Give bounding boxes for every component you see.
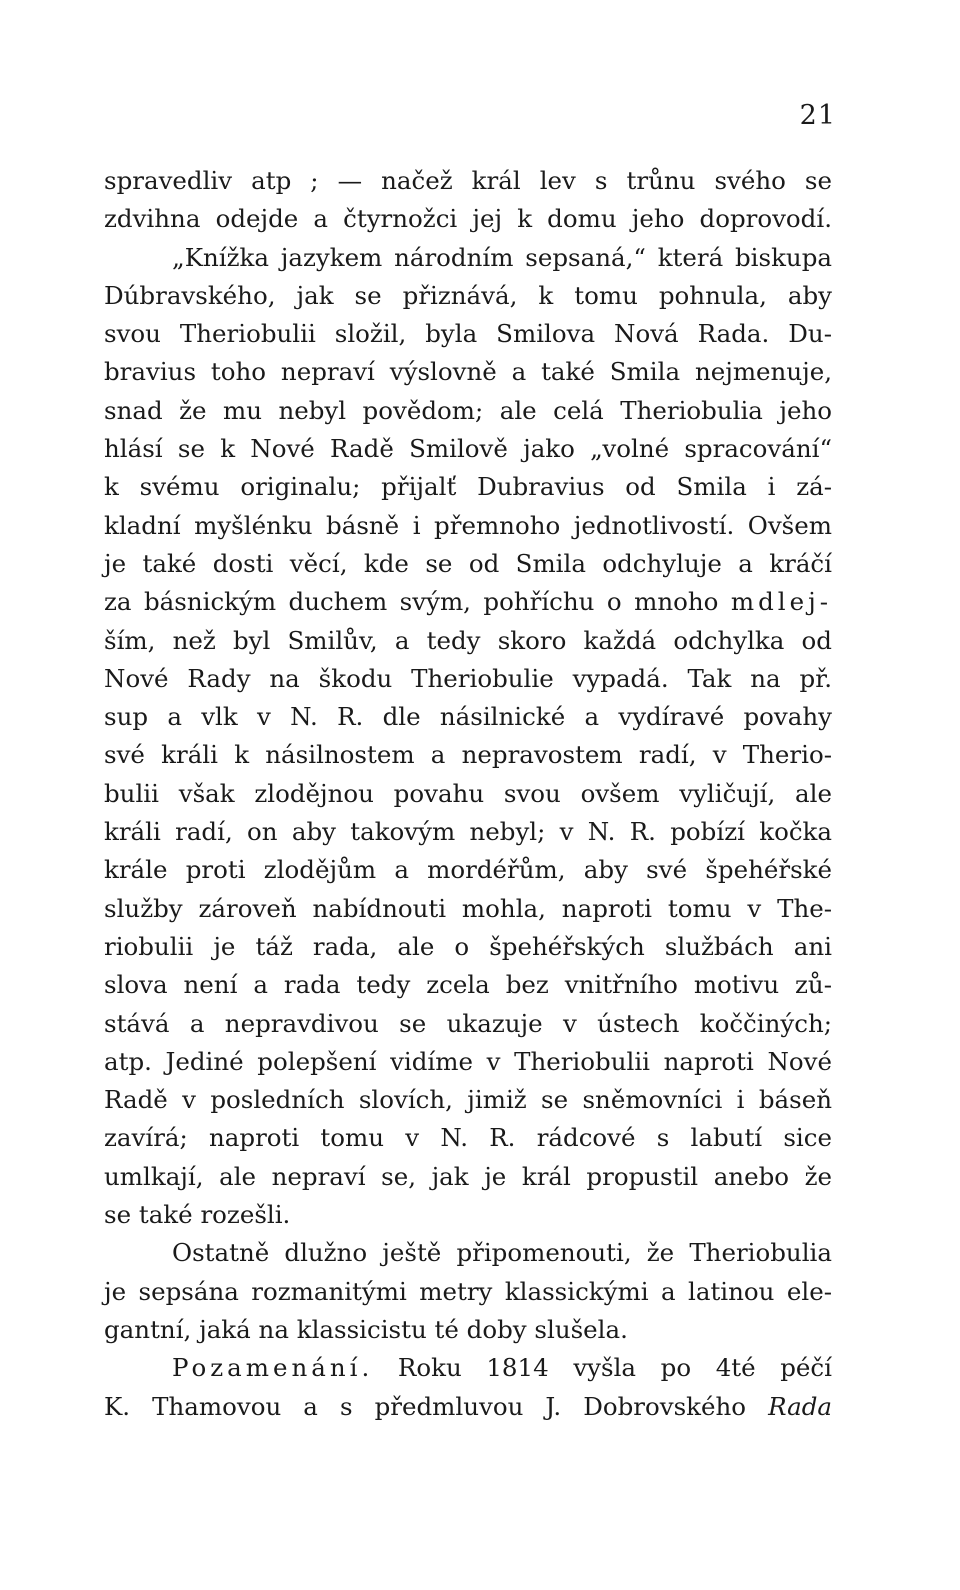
text-line: kladní myšlénku básně i přemnoho jednotlivostí. Ovšem [104,510,832,540]
text-line: je sepsána rozmanitými metry klassickými a latinou ele- [104,1276,832,1306]
text-line: spravedliv atp ; — načež král lev s trůnu svého se [104,166,832,195]
text-line: sup a vlk v N. R. dle násilnické a vydíravé povahy [104,702,832,732]
text-line: k svému originalu; přijalť Dubravius od Smila i zá- [104,472,832,502]
text-line: bulii však zlodějnou povahu svou ovšem vyličují, ale [104,778,832,808]
text-line: je také dosti věcí, kde se od Smila odchyluje a kráčí [104,548,832,578]
text-line: atp. Jediné polepšení vidíme v Theriobulii naproti Nové [104,1046,832,1076]
text-line: slova není a rada tedy zcela bez vnitřního motivu zů- [104,970,832,1000]
text-line: gantní, jaká na klassicistu té doby slušela. [104,1314,628,1344]
text-line: bravius toho nepraví výslovně a také Smila nejmenuje, [104,357,832,387]
text-line: Ostatně dlužno ještě připomenouti, že Theriobulia [172,1238,832,1268]
line-text: K. Thamovou a s předmluvou J. Dobrovského [104,1391,747,1421]
italic-title: Rada [768,1391,832,1421]
text-line [104,1349,832,1387]
text-line: Dúbravského, jak se přiznává, k tomu pohnula, aby [104,280,832,310]
text-line: „Knížka jazykem národním sepsaná,“ která biskupa [172,242,832,272]
text-line: umlkají, ale nepraví se, jak je král propustil anebo že [104,1161,832,1191]
text-line: stává a nepravdivou se ukazuje v ústech koččiných; [104,1008,832,1038]
text-line: riobulii je táž rada, ale o špehéřských službách ani [104,931,832,961]
text-line: Nové Rady na škodu Theriobulie vypadá. Tak na př. [104,663,832,693]
text-line: služby zároveň nabídnouti mohla, naproti tomu v The- [104,893,832,923]
line-text: za básnickým duchem svým, pohříchu o mnoho [104,587,719,617]
text-line: hlásí se k Nové Radě Smilově jako „volné spracování“ [104,434,832,464]
text-line [104,1388,832,1426]
text-line: Radě v posledních slovích, jimiž se sněmovníci i báseň [104,1085,832,1115]
body-text [104,162,832,1426]
text-line: snad že mu nebyl povědom; ale celá Theriobulia jeho [104,395,832,425]
text-line: zavírá; naproti tomu v N. R. rádcové s labutí sice [104,1123,832,1153]
text-line: své králi k násilnostem a nepravostem radí, v Therio- [104,740,832,770]
text-line: králi radí, on aby takovým nebyl; v N. R. pobízí kočka [104,817,832,847]
spaced-emphasis: mdlej- [730,587,832,617]
line-text: Roku 1814 vyšla po 4té péčí [397,1353,832,1383]
text-line: svou Theriobulii složil, byla Smilova Nová Rada. Du- [104,319,832,349]
text-line: krále proti zlodějům a mordéřům, aby své špehéřské [104,855,832,885]
text-line: zdvihna odejde a čtyrnožci jej k domu jeho doprovodí. [104,204,832,234]
text-line: se také rozešli. [104,1200,291,1230]
text-line: ším, než byl Smilův, a tedy skoro každá odchylka od [104,625,832,655]
text-line [104,583,832,621]
page-number: 21 [799,100,836,131]
note-label: Pozamenání. [172,1353,374,1383]
